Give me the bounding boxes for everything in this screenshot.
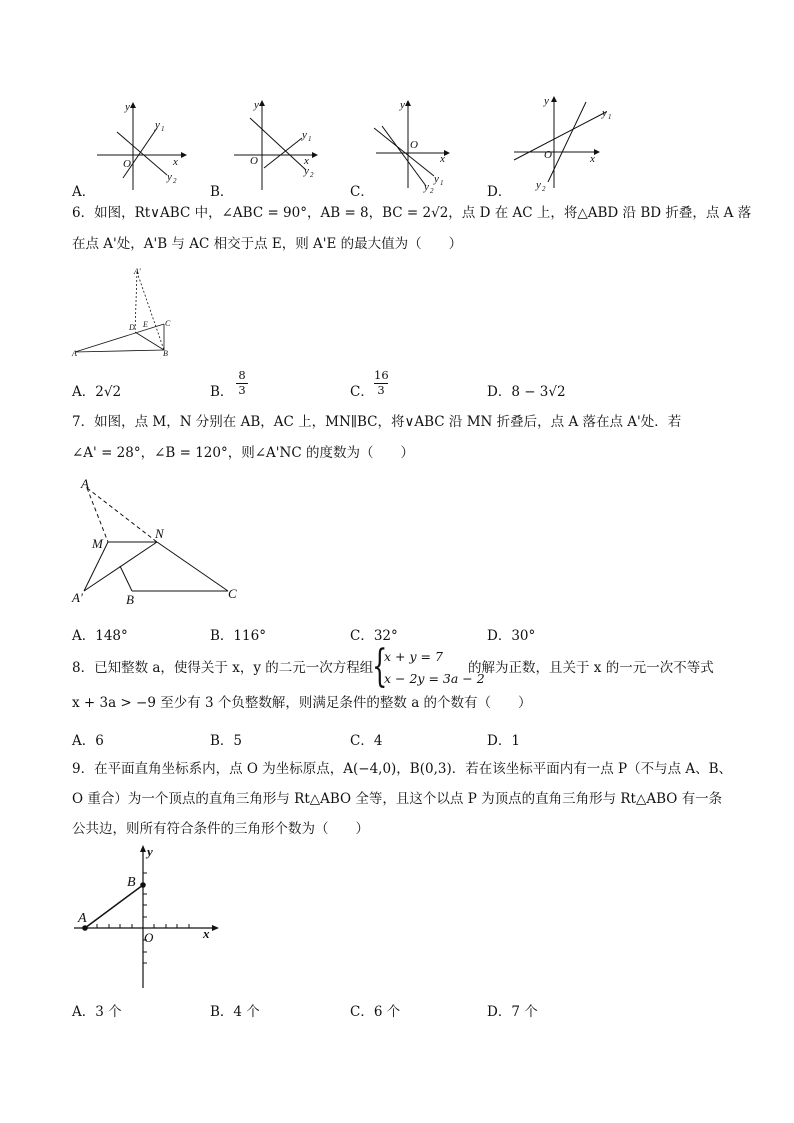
q8-equation-2: x − 2y = 3a − 2	[384, 671, 485, 686]
q8-system-brace: {	[372, 641, 388, 692]
label-A: A	[72, 349, 77, 358]
q5-option-c[interactable]: C．	[350, 184, 374, 200]
q9-option-b[interactable]: B．4 个	[210, 1004, 260, 1020]
q8-stem-line2: x + 3a > −9 至少有 3 个负整数解，则满足条件的整数 a 的个数有（ ）	[72, 695, 532, 711]
q6-stem-line2: 在点 A'处，A'B 与 AC 相交于点 E，则 A'E 的最大值为（ ）	[72, 236, 463, 252]
svg-text:2: 2	[542, 185, 546, 193]
q6-option-c-fraction: 16 3	[374, 368, 389, 397]
label-C: C	[165, 319, 171, 328]
label-M: M	[92, 536, 103, 551]
label-B: B	[127, 875, 136, 890]
q5-option-d[interactable]: D．	[487, 184, 512, 200]
svg-text:x: x	[304, 155, 309, 167]
q6-option-a[interactable]: A．2√2	[72, 384, 122, 400]
label-O: O	[144, 930, 154, 945]
svg-text:y: y	[304, 165, 309, 177]
svg-text:1: 1	[308, 135, 312, 143]
svg-text:y: y	[434, 173, 439, 185]
svg-text:x: x	[590, 153, 595, 165]
q6-figure	[72, 268, 182, 363]
label-x: x	[203, 926, 210, 941]
q9-option-c[interactable]: C．6 个	[350, 1004, 401, 1020]
q6-option-d[interactable]: D．8 − 3√2	[487, 384, 566, 400]
svg-text:x: x	[440, 153, 445, 165]
label-A1: A'	[134, 267, 141, 276]
svg-text:1: 1	[608, 113, 612, 121]
svg-text:y: y	[400, 99, 405, 111]
svg-text:y: y	[602, 107, 607, 119]
svg-text:y: y	[167, 171, 172, 183]
svg-text:O: O	[544, 149, 552, 161]
q7-option-c[interactable]: C．32°	[350, 628, 398, 644]
label-A: A	[81, 476, 89, 491]
svg-text:2: 2	[310, 171, 314, 179]
q7-stem-line2: ∠A' = 28°，∠B = 120°，则∠A'NC 的度数为（ ）	[72, 445, 414, 461]
q9-option-d[interactable]: D．7 个	[487, 1004, 538, 1020]
axis-y: y	[125, 101, 130, 113]
label-B: B	[163, 349, 168, 358]
label-D: D	[129, 323, 135, 332]
q8-stem-pre: 8．已知整数 a，使得关于 x，y 的二元一次方程组	[72, 660, 374, 676]
svg-text:1: 1	[161, 125, 165, 133]
svg-text:y: y	[302, 129, 307, 141]
svg-text:2: 2	[173, 177, 177, 185]
q7-option-a[interactable]: A．148°	[72, 628, 128, 644]
label-B: B	[126, 592, 134, 607]
svg-text:O: O	[410, 139, 418, 151]
svg-text:y: y	[536, 179, 541, 191]
svg-text:1: 1	[440, 179, 444, 187]
q5-graph-d	[510, 94, 620, 193]
q6-stem-line1: 6．如图，Rt∨ABC 中，∠ABC = 90°，AB = 8，BC = 2√2，点 D 在 AC 上，将△ABD 沿 BD 折叠，点 A 落	[72, 205, 752, 221]
q8-equation-1: x + y = 7	[384, 649, 443, 664]
svg-text:y: y	[155, 119, 160, 131]
q7-stem-line1: 7．如图，点 M，N 分别在 AB，AC 上，MN∥BC，将∨ABC 沿 MN 折叠后，点 A 落在点 A'处．若	[72, 414, 682, 430]
label-C: C	[228, 586, 237, 601]
q6-option-b[interactable]: B．	[210, 384, 234, 400]
q7-option-d[interactable]: D．30°	[487, 628, 536, 644]
svg-text:O: O	[250, 155, 258, 167]
q6-option-b-fraction: 8 3	[236, 370, 248, 396]
label-A: A	[78, 911, 87, 926]
svg-text:y: y	[254, 99, 259, 111]
label-A1: A'	[72, 590, 83, 605]
q5-graph-b	[232, 98, 332, 193]
svg-text:y: y	[424, 181, 429, 193]
q5-graph-c	[372, 98, 472, 193]
q5-option-a[interactable]: A．	[72, 184, 96, 200]
origin: O	[123, 158, 131, 170]
q9-figure	[72, 842, 222, 992]
q8-option-a[interactable]: A．6	[72, 733, 104, 749]
svg-text:2: 2	[430, 187, 434, 195]
q7-figure	[72, 476, 247, 606]
label-N: N	[155, 526, 164, 541]
q9-stem-line3: 公共边，则所有符合条件的三角形个数为（ ）	[72, 821, 369, 837]
q6-option-c[interactable]: C．	[350, 384, 374, 400]
axis-x: x	[173, 156, 178, 168]
q8-option-c[interactable]: C．4	[350, 733, 383, 749]
q9-option-a[interactable]: A．3 个	[72, 1004, 122, 1020]
q9-stem-line1: 9．在平面直角坐标系内，点 O 为坐标原点，A(−4,0)，B(0,3)．若在该坐标平面内有一点 P（不与点 A、B、	[72, 761, 733, 777]
svg-text:y: y	[544, 95, 549, 107]
q8-option-b[interactable]: B．5	[210, 733, 243, 749]
q7-option-b[interactable]: B．116°	[210, 628, 266, 644]
q8-stem-post: 的解为正数，且关于 x 的一元一次不等式	[468, 660, 714, 676]
q8-option-d[interactable]: D．1	[487, 733, 520, 749]
q9-stem-line2: O 重合）为一个顶点的直角三角形与 Rt△ABO 全等，且这个以点 P 为顶点的直角三角形与 Rt△ABO 有一条	[72, 791, 723, 807]
label-y: y	[147, 844, 153, 859]
q5-option-b[interactable]: B．	[210, 184, 234, 200]
label-E: E	[143, 320, 148, 329]
q5-graph-a	[95, 100, 195, 195]
